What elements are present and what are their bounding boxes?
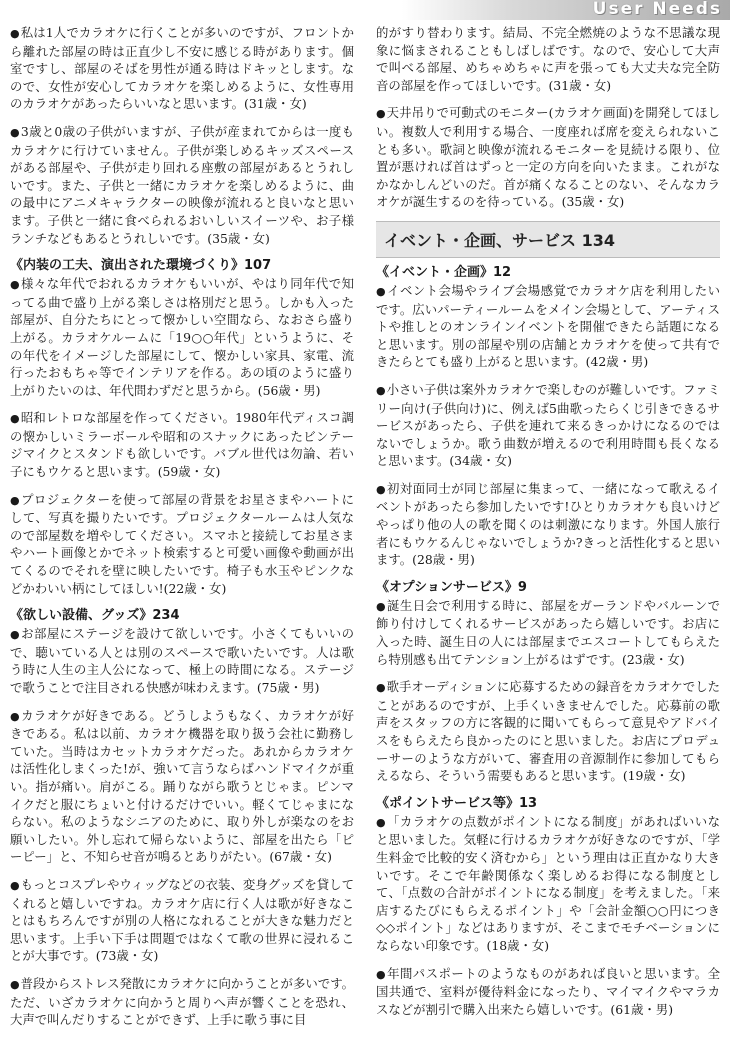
comment-entry: ●「カラオケの点数がポイントになる制度」があればいいなと思いました。気軽に行けるカラオケが好きなのですが、「学生料金で比較的安く済むから」という理由は正直かなり大きいです。そこで年齢関係なく楽しめるお得になる制度として、「点数の合計がポイントになる制度」を考えました。「来店するたびにもらえるポイント」や「会計金額○○円につき◇◇ポイント」などはありますが、そこまでモチベーションにならない印象です。(18歳・女) (376, 813, 720, 953)
bullet-icon: ● (10, 709, 21, 723)
bullet-icon: ● (10, 278, 21, 292)
bullet-icon: ● (376, 107, 386, 121)
bullet-icon: ● (10, 412, 20, 426)
comment-entry: ●3歳と0歳の子供がいますが、子供が産まれてからは一度もカラオケに行けていません。子供が楽しめるキッズスペースがある部屋や、子供が走り回れる座敷の部屋があるとうれしいです。また、子供と一緒にカラオケを楽しめるように、曲の最中にアニメキャラクターの映像が流れると良いなと思います。子供と一緒に食べられるおいしいスイーツや、お子様ランチなどもあるとうれしいです。(35歳・女) (10, 123, 354, 246)
comment-entry: ●カラオケが好きである。どうしようもなく、カラオケが好きである。私は以前、カラオケ機器を取り扱う会社に勤務していた。当時はカセットカラオケだった。あれからカラオケは活性化しまくった!が、強いて言うならばハンドマイクが重い。指が痛い。肩がこる。踊りながら歌うとじゃま。ピンマイクだと服にちょいと付けるだけでいい。軽くてじゃまにならない。私のようなシニアのために、取り外しが楽なのをお願いしたい。外し忘れて帰らないように、部屋を出たら「ピーピー」と、不知らせ音が鳴るとありがたい。(67歳・女) (10, 707, 354, 865)
bullet-icon: ● (10, 493, 21, 507)
subheading-events: 《イベント・企画》12 (376, 264, 512, 280)
bullet-icon: ● (10, 878, 20, 892)
subheading-interior: 《内装の工夫、演出された環境づくり》107 (10, 258, 272, 274)
comment-entry: ●様々な年代でおれるカラオケもいいが、やはり同年代で知ってる曲で盛り上がる楽しさは格別だと思う。しかも入った部屋が、自分たちにとって懐かしい空間なら、なおさら盛り上がる。カラオケルームに「19○○年代」というように、その年代をイメージした部屋にして、懐かしい家具、家電、流行ったおもちゃ等でインテリアを作る。あの頃のように盛り上がりたいのは、年代問わずだと思うから。(56歳・男) (10, 276, 354, 398)
comment-entry: ●歌手オーディションに応募するための録音をカラオケでしたことがあるのですが、上手くいきませんでした。応募前の歌声をスタッフの方に客観的に聞いてもらって意見やアドバイスをもらえたら良かったのにと思いました。お店にプロデューサーのような方がいて、審査用の音源制作に参加してもらえるなら、そういう需要もあると思います。(19歳・女) (376, 679, 720, 784)
section-title-bar: イベント・企画、サービス 134 (376, 221, 720, 258)
subheading-point-services: 《ポイントサービス等》13 (376, 795, 538, 811)
comment-entry: ●お部屋にステージを設けて欲しいです。小さくてもいいので、聴いている人とは別のスペースで歌いたいです。人は歌う時に人生の主人公になって、極上の時間になる。ステージで歌うことで注目される快感が味わえます。(75歳・男) (10, 626, 354, 695)
bullet-icon: ● (376, 284, 387, 298)
comment-entry: ●誕生日会で利用する時に、部屋をガーランドやバルーンで飾り付けしてくれるサービスがあったら嬉しいです。お店に入った時、誕生日の人には部屋までエスコートしてもらえたら特別感も出てテンション上がるはずです。(23歳・女) (376, 597, 720, 667)
subheading-option-services: 《オプションサービス》9 (376, 579, 527, 595)
comment-entry: ●もっとコスプレやウィッグなどの衣装、変身グッズを貸してくれると嬉しいですね。カラオケ店に行く人は歌が好きなことはもちろんですが別の人格になれることが大きな魅力だと思います。上手い下手は問題ではなくて歌の世界に浸れることが大事です。(73歳・女) (10, 876, 354, 964)
bullet-icon: ● (376, 599, 387, 613)
comment-entry: ●天井吊りで可動式のモニター(カラオケ画面)を開発してほしい。複数人で利用する場合、一度座れば席を変えられないことも多い。歌詞と映像が流れるモニターを見続ける限り、位置が悪ければ首はずっと一定の方向を向いたまま。これがなかなかしんどいのだ。首が痛くなることのない、そんなカラオケが誕生するのを待っている。(35歳・女) (376, 105, 720, 210)
bullet-icon: ● (10, 628, 21, 642)
comment-entry: 的がすり替わります。結局、不完全燃焼のような不思議な現象に悩まされることもしばしばです。なので、安心して大声で叫べる部屋、めちゃめちゃに声を張っても大丈夫な完全防音の部屋を作ってほしいです。(31歳・女) (376, 25, 720, 93)
comment-entry: ●小さい子供は案外カラオケで楽しむのが難しいです。ファミリー向け(子供向け)に、例えば5曲歌ったらくじ引きできるサービスがあったら、子供を連れて来るきっかけになるのではないでしょうか。歌う曲数が増えるので利用時間も長くなると思います。(34歳・女) (376, 381, 720, 469)
bullet-icon: ● (376, 815, 387, 829)
comment-entry: ●初対面同士が同じ部屋に集まって、一緒になって歌えるイベントがあったら参加したいです!ひとりカラオケも良いけどやっぱり他の人の歌を聞くのは刺激になります。外国人旅行者にもウケるんじゃないでしょうか?きっと活性化すると思います。(28歳・男) (376, 480, 720, 568)
comment-entry: ●普段からストレス発散にカラオケに向かうことが多いです。ただ、いざカラオケに向かうと周りへ声が響くことを恐れ、大声で叫んだりすることができず、上手に歌う事に目 (10, 975, 354, 1028)
comment-entry: ●私は1人でカラオケに行くことが多いのですが、フロントから離れた部屋の時は正直少し不安に感じる時があります。個室ですし、部屋のそばを男性が通る時はドキッとします。なので、女性が安心してカラオケを楽しめるように、女性専用のカラオケがあったらいいなと思います。(31歳・女) (10, 25, 354, 112)
page-header-title: User Needs (592, 0, 722, 19)
left-column (10, 24, 354, 1039)
bullet-icon: ● (376, 967, 387, 981)
header-band (0, 0, 730, 20)
comment-entry: ●プロジェクターを使って部屋の背景をお星さまやハートにして、写真を撮りたいです。プロジェクタールームは人気なので部屋数を増やしてください。スマホと接続してお星さまやハート画像とかでネット検索すると可愛い画像や動画が出てくるのでそれを壁に映したいです。椅子も水玉やピンクなどかわいい柄にしてほしい!(22歳・女) (10, 491, 354, 596)
right-column (376, 24, 720, 1028)
bullet-icon: ● (376, 681, 386, 695)
bullet-icon: ● (376, 383, 386, 397)
bullet-icon: ● (10, 977, 20, 991)
bullet-icon: ● (10, 27, 20, 40)
bullet-icon: ● (10, 125, 20, 139)
bullet-icon: ● (376, 482, 387, 496)
comment-entry: ●イベント会場やライブ会場感覚でカラオケ店を利用したいです。広いパーティールームをメイン会場として、アーティストや推しとのオンラインイベントを開催できたら話題になると思います。別の部屋や別の店舗とカラオケを使って共有できたらとても盛り上がると思います。(42歳・男) (376, 282, 720, 370)
comment-entry: ●昭和レトロな部屋を作ってください。1980年代ディスコ調の懐かしいミラーボールや昭和のスナックにあったビンテージマイクとスタンドも欲しいです。バブル世代は勿論、若い子にもウケると思います。(59歳・女) (10, 410, 354, 480)
subheading-equipment: 《欲しい設備、グッズ》234 (10, 608, 180, 624)
comment-entry: ●年間パスポートのようなものがあれば良いと思います。全国共通で、室料が優待料金になったり、マイマイクやマラカスなどが割引で購入出来たら嬉しいです。(61歳・男) (376, 965, 720, 1017)
